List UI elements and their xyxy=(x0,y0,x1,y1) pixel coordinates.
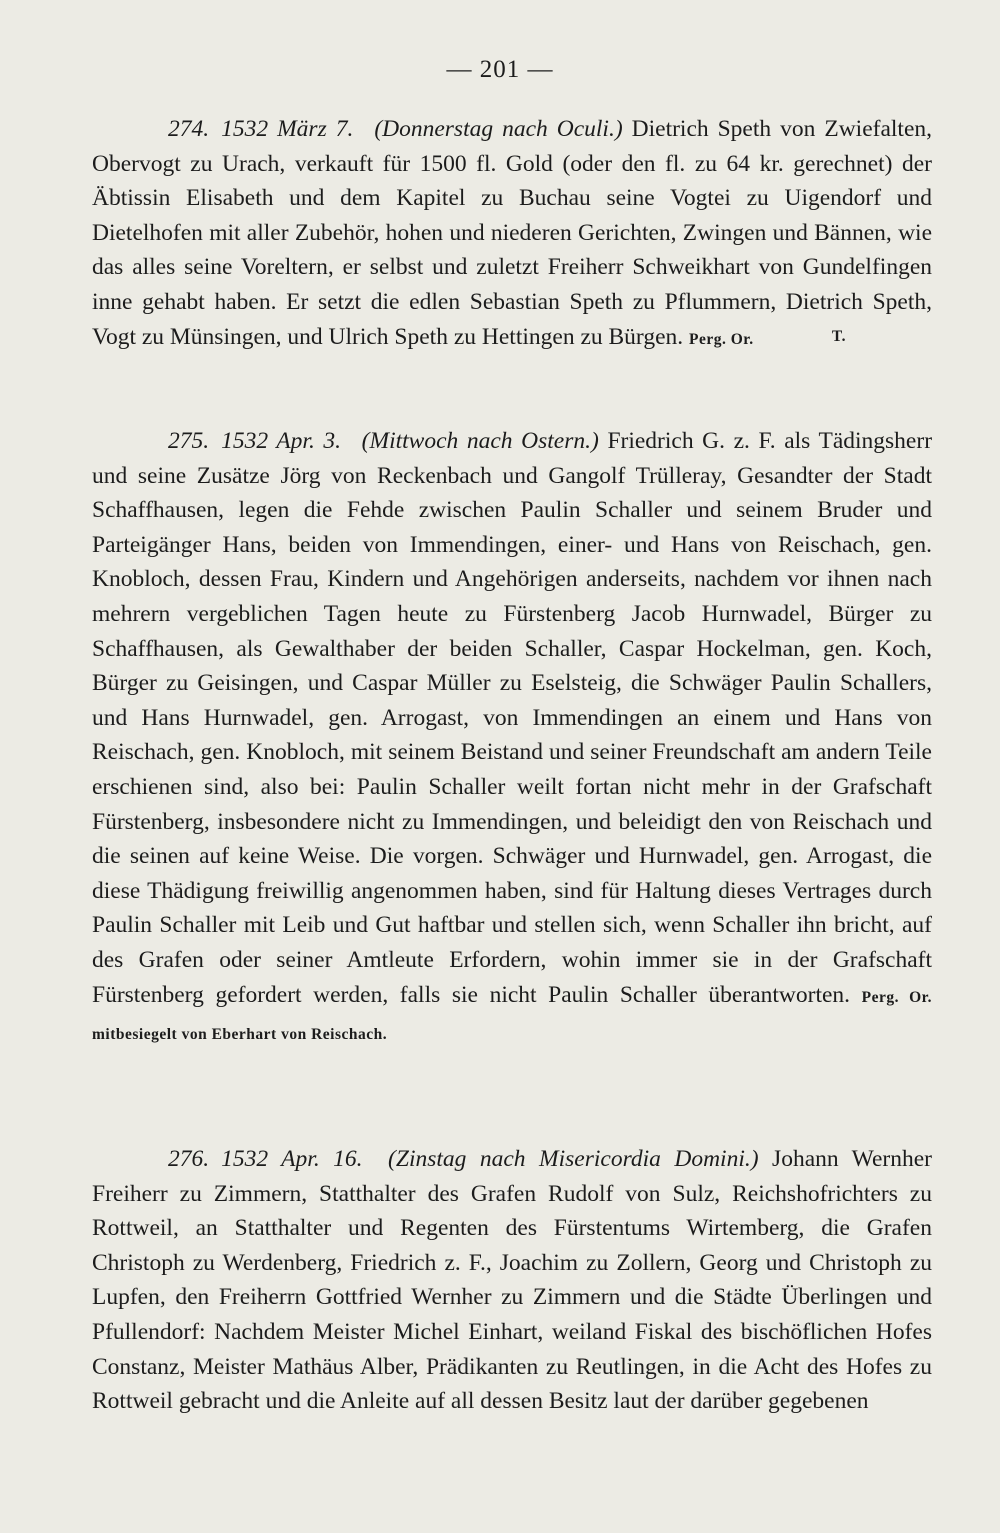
entry-source-note: Perg. Or. xyxy=(689,330,754,348)
entry-date: 1532 Apr. 3. xyxy=(221,428,342,454)
entry-number: 275. xyxy=(168,428,210,454)
entry-source-note: Perg. Or. mitbesiegelt von Eberhart von Reischach. xyxy=(92,988,933,1044)
entry-date: 1532 März 7. xyxy=(221,116,354,142)
entry-feast-day: (Zinstag nach Misericordia Domini.) xyxy=(388,1146,759,1172)
entry-text: Dietrich Speth von Zwiefalten, Obervogt zu Urach, verkauft für 1500 fl. Gold (oder den fl. zu 64 kr. gerechnet) der Äbtissin Elisabeth und dem Kapitel zu Buchau seine Vogtei zu Uigendorf und Dietelhofen mit aller Zubehör, hohen und niederen Gerichten, Zwingen und Bännen, wie das alles seine Voreltern, er selbst und zuletzt Freiherr Schweikhart von Gundelfingen inne gehabt haben. Er setzt die edlen Sebastian Speth zu Pflummern, Dietrich Speth, Vogt zu Münsingen, und Ulrich Speth zu Hettingen zu Bürgen. xyxy=(92,116,933,350)
entry-text: Johann Wernher Freiherr zu Zimmern, Statthalter des Grafen Rudolf von Sulz, Reichshofrichters zu Rottweil, an Statthalter und Regenten des Fürstentums Wirtemberg, die Grafen Christoph zu Werdenberg, Friedrich z. F., Joachim zu Zollern, Georg und Christoph zu Lupfen, den Freiherrn Gottfried Wernher zu Zimmern und die Städte Überlingen und Pfullendorf: Nachdem Meister Michel Einhart, weiland Fiskal des bischöflichen Hofes Constanz, Meister Mathäus Alber, Prädikanten zu Reutlingen, in die Acht des Hofes zu Rottweil gebracht und die Anleite auf all dessen Besitz laut der darüber gegebenen xyxy=(92,1146,932,1415)
entry-paragraph xyxy=(92,112,932,357)
entry-paragraph xyxy=(92,424,932,1053)
entry-number: 276. xyxy=(168,1146,210,1172)
entry-number: 274. xyxy=(168,116,210,142)
entry-text: Friedrich G. z. F. als Tädingsherr und seine Zusätze Jörg von Reckenbach und Gangolf Trülleray, Gesandter der Stadt Schaffhausen, legen die Fehde zwischen Paulin Schaller und seinem Bruder und Parteigänger Hans, beiden von Immendingen, einer- und Hans von Reischach, gen. Knobloch, dessen Frau, Kindern und Angehörigen anderseits, nachdem vor ihnen nach mehrern vergeblichen Tagen heute zu Fürstenberg Jacob Hurnwadel, Bürger zu Schaffhausen, als Gewalthaber der beiden Schaller, Caspar Hockelman, gen. Koch, Bürger zu Geisingen, und Caspar Müller zu Eselsteig, die Schwäger Paulin Schallers, und Hans Hurnwadel, gen. Arrogast, von Immendingen an einem und Hans von Reischach, gen. Knobloch, mit seinem Beistand und seiner Freundschaft am andern Teile erschienen sind, also bei: Paulin Schaller weilt fortan nicht mehr in der Grafschaft Fürstenberg, insbesondere nicht zu Immendingen, und beleidigt den von Reischach und die seinen auf keine Weise. Die vorgen. Schwäger und Hurnwadel, gen. Arrogast, die diese Thädigung freiwillig angenommen haben, sind für Haltung dieses Vertrages durch Paulin Schaller mit Leib und Gut haftbar und stellen sich, wenn Schaller ihn bricht, auf des Grafen oder seiner Amtleute Erfordern, wohin immer sie in der Grafschaft Fürstenberg gefordert werden, falls sie nicht Paulin Schaller überantworten. xyxy=(92,428,933,1008)
entry-date: 1532 Apr. 16. xyxy=(221,1146,363,1172)
regest-entry-275 xyxy=(92,424,932,1053)
entry-feast-day: (Donnerstag nach Oculi.) xyxy=(374,116,623,142)
entry-paragraph xyxy=(92,1142,932,1419)
page-number: — 201 — xyxy=(446,56,554,83)
entry-archive-mark: T. xyxy=(831,327,846,345)
regest-entry-274 xyxy=(92,112,932,357)
regest-entry-276 xyxy=(92,1142,932,1419)
entry-feast-day: (Mittwoch nach Ostern.) xyxy=(361,428,599,454)
